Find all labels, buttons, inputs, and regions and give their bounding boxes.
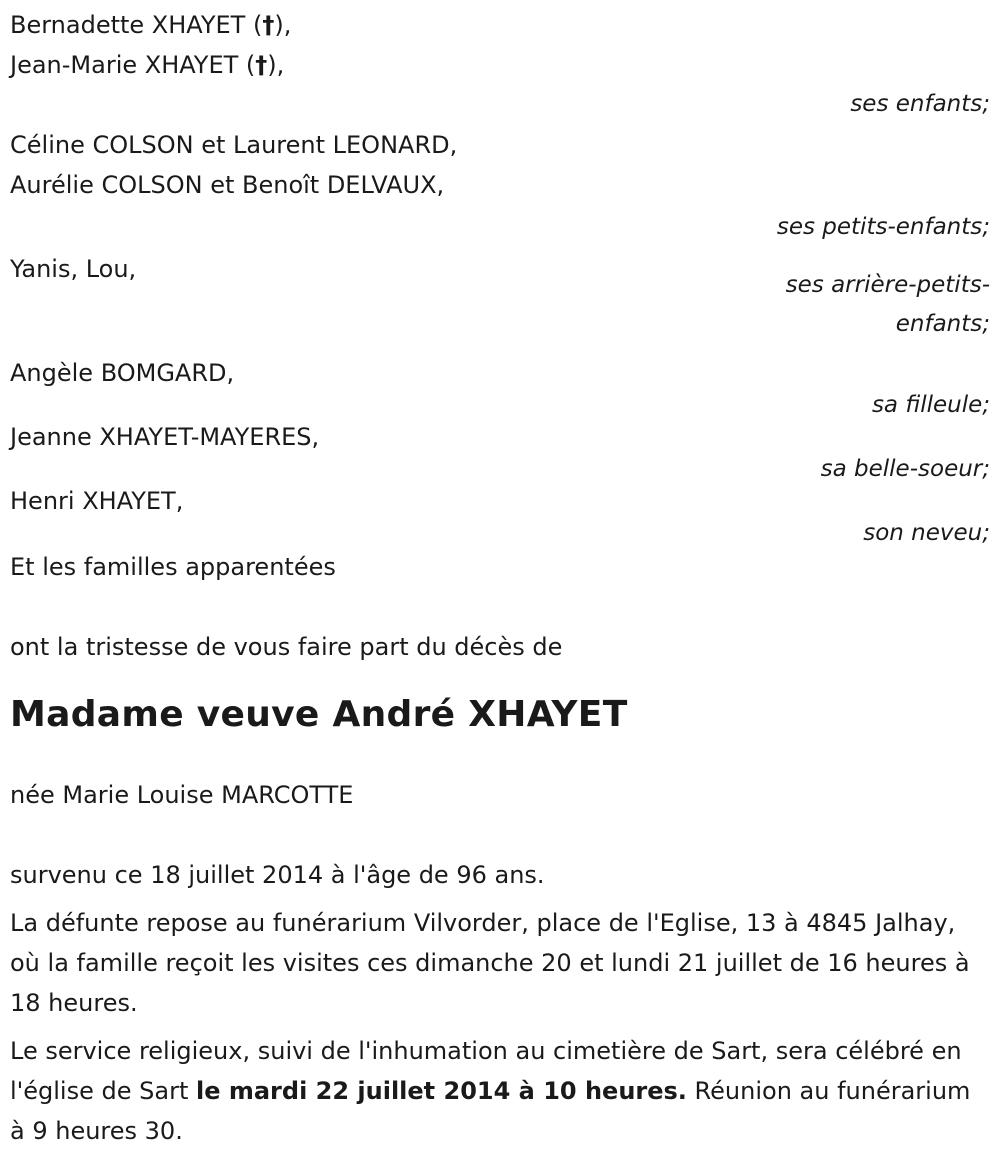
cross-icon: † — [262, 11, 275, 39]
child-name-2-suffix: ), — [267, 51, 285, 79]
grandchildren-role: ses petits-enfants; — [776, 214, 990, 240]
child-name-1 — [10, 5, 990, 45]
deceased-title: Madame veuve André XHAYET — [10, 694, 628, 735]
service-details — [10, 1031, 985, 1151]
grandchild-name-2: Aurélie COLSON et Benoît DELVAUX, — [10, 171, 445, 199]
child-name-1-text: Bernadette XHAYET ( — [10, 11, 263, 39]
obituary-notice — [10, 0, 990, 1151]
child-name-2-text: Jean-Marie XHAYET ( — [10, 51, 256, 79]
sister-in-law-group — [10, 417, 990, 481]
death-details: survenu ce 18 juillet 2014 à l'âge de 96 ans. — [10, 861, 545, 889]
announcement-text: ont la tristesse de vous faire part du décès de — [10, 633, 563, 661]
grandchildren-group — [10, 125, 990, 249]
service-text-before: Le service religieux, suivi de l'inhumation au cimetière de Sart, sera célébré en l'église de Sart — [10, 1037, 962, 1105]
nephew-name: Henri XHAYET, — [10, 487, 184, 515]
sister-in-law-role: sa belle-soeur; — [820, 456, 990, 482]
grandchild-name-1: Céline COLSON et Laurent LEONARD, — [10, 131, 458, 159]
goddaughter-group — [10, 353, 990, 417]
great-grandchildren-role-2: enfants; — [895, 311, 990, 337]
service-date-bold: le mardi 22 juillet 2014 à 10 heures. — [195, 1077, 687, 1105]
goddaughter-name: Angèle BOMGARD, — [10, 359, 235, 387]
nephew-role: son neveu; — [863, 520, 990, 546]
children-role: ses enfants; — [850, 91, 990, 117]
families-line: Et les familles apparentées — [10, 553, 336, 581]
great-grandchild-names: Yanis, Lou, — [10, 255, 137, 283]
great-grandchildren-role-1: ses arrière-petits- — [785, 272, 990, 298]
child-name-1-suffix: ), — [274, 11, 292, 39]
visitation-details: La défunte repose au funérarium Vilvorder, place de l'Eglise, 13 à 4845 Jalhay, où la famille reçoit les visites ces dimanche 20 et lundi 21 juillet de 16 heures à 18 heures. — [10, 909, 970, 1017]
goddaughter-role: sa filleule; — [871, 392, 990, 418]
children-group — [10, 0, 990, 123]
cross-icon: † — [255, 51, 268, 79]
service-text-after: Réunion au funérarium à 9 heures 30. — [10, 1077, 971, 1145]
child-name-2 — [10, 45, 990, 85]
great-grandchildren-group — [10, 249, 990, 353]
nephew-group — [10, 481, 990, 545]
sister-in-law-name: Jeanne XHAYET-MAYERES, — [10, 423, 320, 451]
deceased-birth-name: née Marie Louise MARCOTTE — [10, 781, 354, 809]
